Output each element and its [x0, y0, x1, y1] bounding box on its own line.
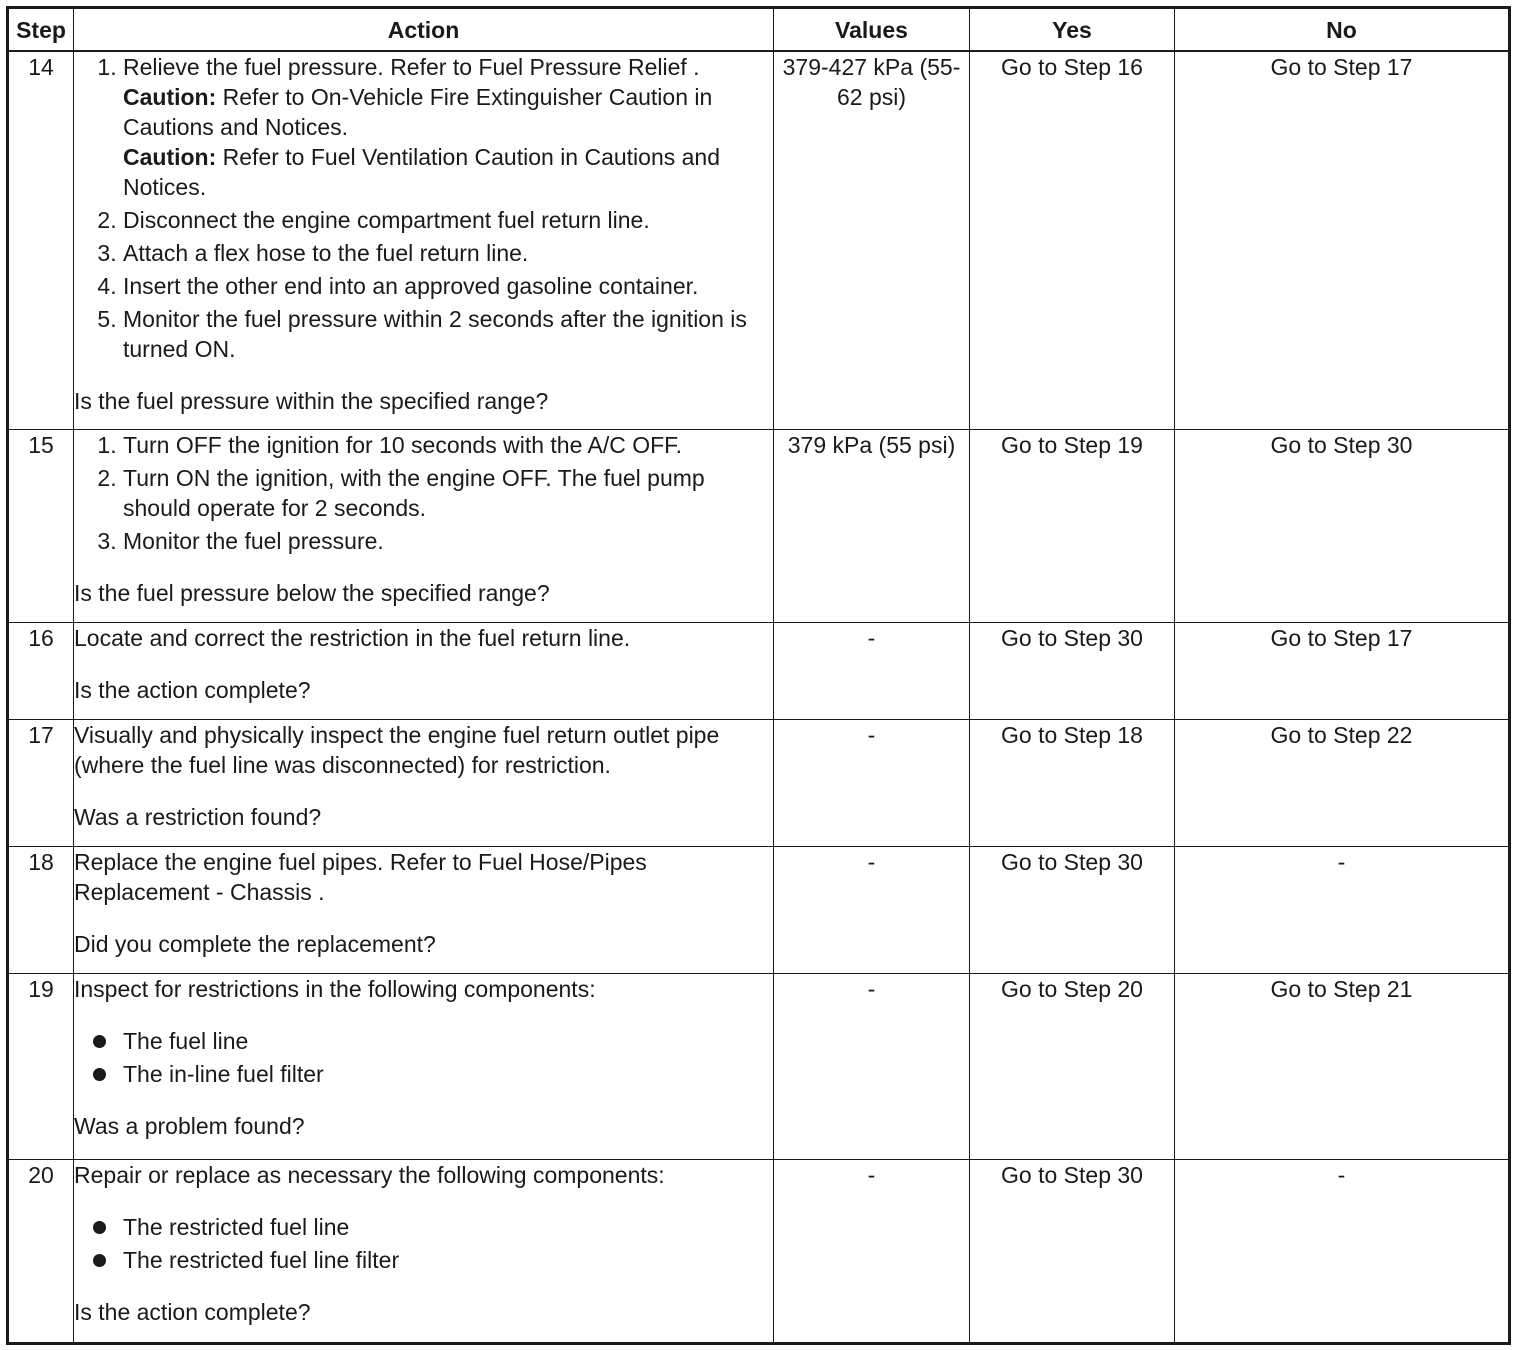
yes-cell: Go to Step 30 — [970, 1159, 1175, 1343]
value-cell: - — [774, 1159, 970, 1343]
caution-note — [123, 142, 773, 202]
question-text: Is the action complete? — [74, 1298, 311, 1325]
yes-cell: Go to Step 30 — [970, 622, 1175, 719]
step-number: 16 — [8, 622, 74, 719]
list-item: The fuel line — [74, 1026, 773, 1056]
list-item: 5. Monitor the fuel pressure within 2 seconds after the ignition is turned ON. — [123, 304, 773, 364]
action-list — [74, 52, 773, 364]
diagnostic-table — [6, 6, 1511, 1345]
action-cell — [74, 429, 774, 622]
action-text: Repair or replace as necessary the following components: — [74, 1161, 665, 1188]
action-cell — [74, 846, 774, 973]
question-text: Did you complete the replacement? — [74, 930, 436, 957]
list-item: 2. Disconnect the engine compartment fuel return line. — [123, 205, 773, 235]
yes-cell: Go to Step 19 — [970, 429, 1175, 622]
step-number: 19 — [8, 973, 74, 1159]
yes-cell: Go to Step 18 — [970, 719, 1175, 846]
value-cell: - — [774, 719, 970, 846]
question-text: Is the action complete? — [74, 676, 311, 703]
no-cell: Go to Step 17 — [1175, 51, 1510, 429]
caution-label: Caution: — [123, 144, 217, 170]
list-item: The restricted fuel line — [74, 1212, 773, 1242]
yes-cell: Go to Step 20 — [970, 973, 1175, 1159]
header-no: No — [1175, 8, 1510, 52]
no-cell: Go to Step 17 — [1175, 622, 1510, 719]
table-row — [8, 846, 1510, 973]
table-row — [8, 973, 1510, 1159]
table-row — [8, 1159, 1510, 1343]
step-number: 14 — [8, 51, 74, 429]
action-cell — [74, 1159, 774, 1343]
caution-text: Refer to On-Vehicle Fire Extinguisher Caution in Cautions and Notices. — [123, 84, 713, 140]
table-row — [8, 429, 1510, 622]
step-number: 17 — [8, 719, 74, 846]
table-row — [8, 719, 1510, 846]
list-item: The restricted fuel line filter — [74, 1245, 773, 1275]
item-text: Relieve the fuel pressure. Refer to Fuel Pressure Relief . — [123, 54, 700, 80]
no-cell: Go to Step 30 — [1175, 429, 1510, 622]
header-row — [8, 8, 1510, 52]
caution-note — [123, 82, 773, 142]
header-action: Action — [74, 8, 774, 52]
header-step: Step — [8, 8, 74, 52]
no-cell: - — [1175, 846, 1510, 973]
question-text: Was a problem found? — [74, 1112, 305, 1139]
action-cell — [74, 973, 774, 1159]
question-text: Is the fuel pressure within the specified range? — [74, 388, 549, 414]
yes-cell: Go to Step 16 — [970, 51, 1175, 429]
list-item: 3. Attach a flex hose to the fuel return line. — [123, 238, 773, 268]
step-number: 18 — [8, 846, 74, 973]
action-text: Visually and physically inspect the engine fuel return outlet pipe (where the fuel line was disconnected) for restriction. — [74, 721, 720, 778]
caution-label: Caution: — [123, 84, 217, 110]
action-cell — [74, 51, 774, 429]
action-text: Inspect for restrictions in the following components: — [74, 975, 596, 1002]
caution-text: Refer to Fuel Ventilation Caution in Cautions and Notices. — [123, 144, 721, 200]
action-list — [74, 430, 773, 556]
action-cell — [74, 719, 774, 846]
no-cell: Go to Step 22 — [1175, 719, 1510, 846]
header-values: Values — [774, 8, 970, 52]
bullet-list — [74, 1212, 773, 1275]
table-row — [8, 622, 1510, 719]
no-cell: - — [1175, 1159, 1510, 1343]
step-number: 20 — [8, 1159, 74, 1343]
value-cell: - — [774, 622, 970, 719]
no-cell: Go to Step 21 — [1175, 973, 1510, 1159]
value-cell: 379 kPa (55 psi) — [774, 429, 970, 622]
action-text: Locate and correct the restriction in the fuel return line. — [74, 624, 631, 651]
list-item: 2. Turn ON the ignition, with the engine OFF. The fuel pump should operate for 2 seconds. — [123, 463, 773, 523]
header-yes: Yes — [970, 8, 1175, 52]
list-item: 4. Insert the other end into an approved gasoline container. — [123, 271, 773, 301]
question-text: Is the fuel pressure below the specified range? — [74, 579, 550, 606]
table-row — [8, 51, 1510, 429]
bullet-list — [74, 1026, 773, 1089]
step-number: 15 — [8, 429, 74, 622]
list-item: 3. Monitor the fuel pressure. — [123, 526, 773, 556]
action-text: Replace the engine fuel pipes. Refer to Fuel Hose/Pipes Replacement - Chassis . — [74, 848, 647, 905]
question-text: Was a restriction found? — [74, 803, 322, 830]
value-cell: - — [774, 973, 970, 1159]
action-cell — [74, 622, 774, 719]
value-cell: - — [774, 846, 970, 973]
yes-cell: Go to Step 30 — [970, 846, 1175, 973]
list-item: The in-line fuel filter — [74, 1059, 773, 1089]
list-item — [123, 52, 773, 202]
list-item: 1. Turn OFF the ignition for 10 seconds with the A/C OFF. — [123, 430, 773, 460]
value-cell: 379-427 kPa (55-62 psi) — [774, 51, 970, 429]
